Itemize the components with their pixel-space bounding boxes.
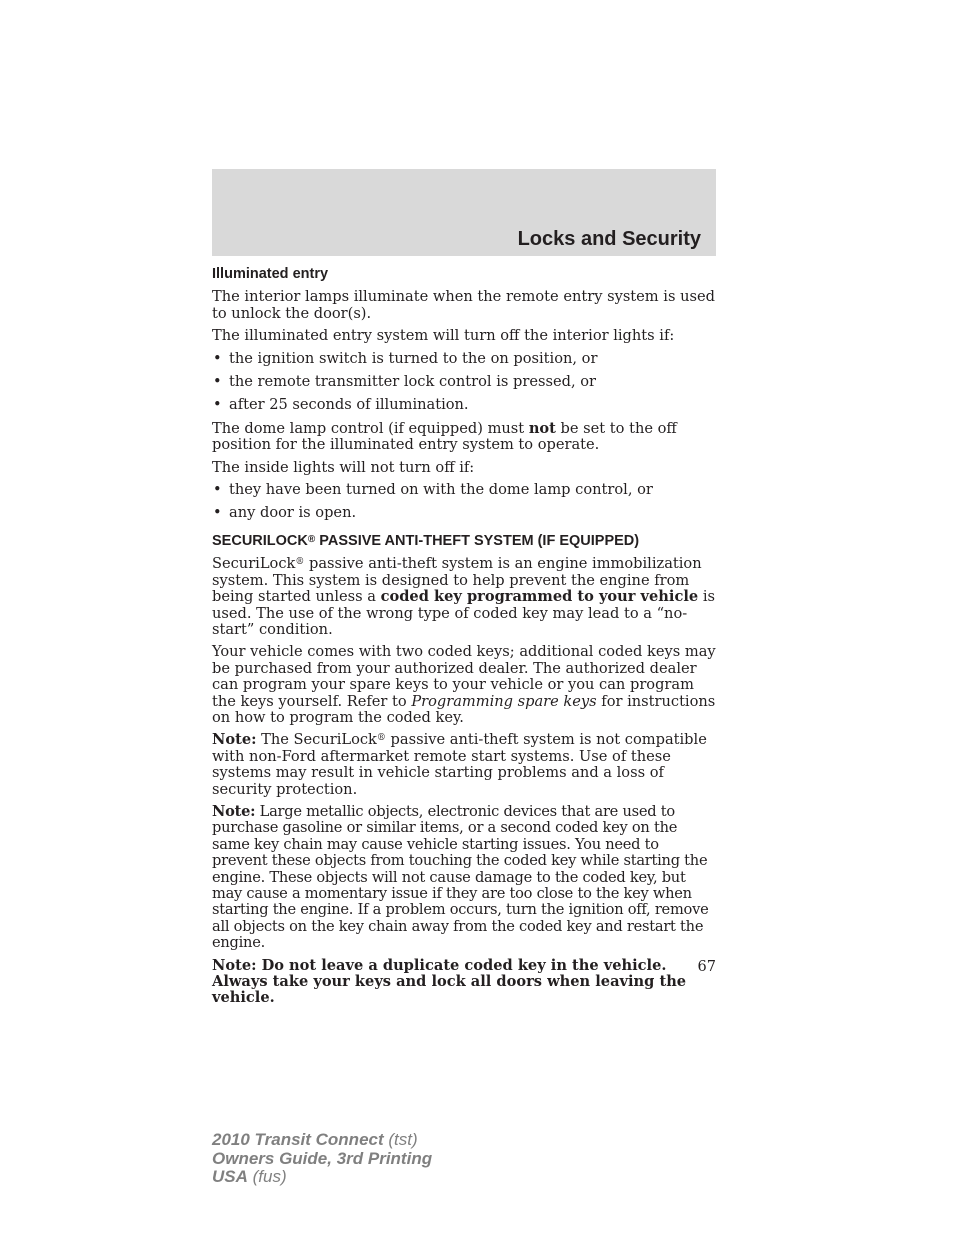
warning-note-text: Note: Do not leave a duplicate coded key in the vehicle. Always take your keys and lock all doors when leaving the vehicle.	[212, 956, 687, 1007]
list-item: • the remote transmitter lock control is pressed, or	[212, 374, 716, 390]
note-paragraph	[212, 804, 716, 952]
paragraph: The inside lights will not turn off if:	[212, 458, 475, 476]
paragraph	[212, 556, 716, 638]
footer-region: USA	[212, 1167, 248, 1186]
heading-securilock	[212, 533, 716, 549]
text-run: Large metallic objects, electronic devices that are used to purchase gasoline or similar items, or a second coded key on the same key chain may cause vehicle starting issues. You need to prevent these objects from touching the coded key while starting the engine. These objects will not cause damage to the coded key, but may cause a momentary issue if they are too close to the key when starting the engine. If a problem occurs, turn the ignition off, remove all objects on the key chain away from the coded key and restart the engine.	[212, 802, 709, 952]
registered-mark: ®	[295, 557, 305, 568]
footer-model: 2010 Transit Connect	[212, 1130, 384, 1149]
page-content	[212, 266, 716, 1013]
text-run-bold: not	[528, 419, 556, 437]
section-title: Locks and Security	[517, 228, 701, 250]
heading-illuminated-entry: Illuminated entry	[212, 266, 329, 282]
list-item: • after 25 seconds of illumination.	[212, 397, 716, 413]
page-number: 67	[697, 959, 716, 975]
footer-line	[212, 1150, 432, 1169]
paragraph	[212, 421, 716, 454]
footer-code: (tst)	[383, 1130, 418, 1149]
text-run: SecuriLock	[212, 555, 296, 573]
note-paragraph	[212, 732, 716, 798]
text-run: The dome lamp control (if equipped) must	[212, 419, 529, 437]
text-run: Your vehicle comes with two coded keys; additional coded keys may be purchased from your authorized dealer. The authorized dealer can program your spare keys to your vehicle or you can program the keys yourself. Refer to	[212, 643, 716, 710]
text-run: passive anti-theft system is an engine immobilization system. This system is designed to help prevent the engine from being started unless a	[212, 555, 702, 606]
text-run: for instructions on how to program the coded key.	[212, 692, 716, 726]
list-item: • they have been turned on with the dome lamp control, or	[212, 482, 716, 498]
note-label: Note:	[212, 731, 257, 749]
footer-code: (fus)	[247, 1167, 287, 1186]
bullet-list	[212, 482, 716, 522]
heading-text: SECURILOCK	[212, 532, 308, 549]
text-run: is used. The use of the wrong type of coded key may lead to a “no-start” condition.	[212, 588, 715, 638]
registered-mark: ®	[307, 533, 316, 545]
footer-line	[212, 1131, 432, 1150]
document-footer	[212, 1131, 432, 1187]
text-run-italic: Programming spare keys	[411, 692, 597, 710]
footer-line	[212, 1168, 432, 1187]
paragraph: The illuminated entry system will turn off the interior lights if:	[212, 327, 675, 345]
list-item: • the ignition switch is turned to the on position, or	[212, 351, 716, 367]
note-label: Note:	[212, 802, 256, 820]
registered-mark: ®	[376, 733, 386, 744]
text-run: be set to the off position for the illuminated entry system to operate.	[212, 419, 677, 454]
heading-text: PASSIVE ANTI-THEFT SYSTEM (IF EQUIPPED)	[315, 532, 640, 549]
list-item: • any door is open.	[212, 505, 716, 521]
text-run-bold: coded key programmed to your vehicle	[380, 588, 699, 606]
section-header-band	[212, 169, 716, 256]
paragraph	[212, 644, 716, 726]
paragraph: The interior lamps illuminate when the remote entry system is used to unlock the door(s).	[212, 288, 715, 322]
text-run: The SecuriLock	[256, 731, 377, 749]
text-run: passive anti-theft system is not compatible with non-Ford aftermarket remote start systems. Use of these systems may result in vehicle starting problems and a loss of security protection.	[212, 731, 707, 798]
footer-edition: Owners Guide, 3rd Printing	[212, 1148, 433, 1168]
bullet-list	[212, 351, 716, 414]
